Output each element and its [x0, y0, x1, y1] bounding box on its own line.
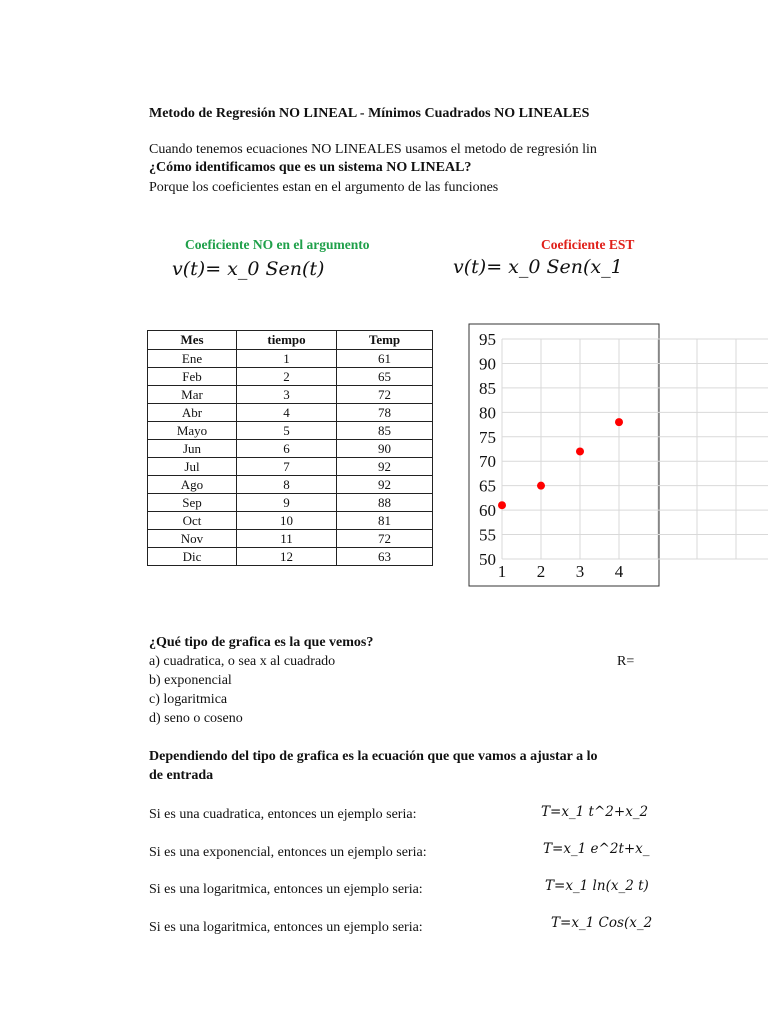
cell-month: Abr: [148, 404, 237, 422]
example-cos-text: Si es una logaritmica, entonces un ejemplo seria:: [149, 920, 423, 935]
y-tick-label: 55: [479, 525, 496, 545]
example-left-formula: v(t)= x_0 Sen(t): [172, 258, 325, 280]
cell-month: Ene: [148, 350, 237, 368]
table-row: [148, 512, 433, 530]
table-row: [148, 530, 433, 548]
table-row: [148, 350, 433, 368]
cell-temp: 92: [337, 476, 433, 494]
x-tick-label: 1: [497, 562, 507, 581]
cell-month: Jul: [148, 458, 237, 476]
cell-time: 8: [237, 476, 337, 494]
cell-temp: 85: [337, 422, 433, 440]
data-point: [498, 501, 506, 509]
scatter-chart: [468, 323, 640, 587]
identify-question: ¿Cómo identificamos que es un sistema NO LINEAL?: [149, 160, 472, 175]
cell-time: 4: [237, 404, 337, 422]
example-exponential-formula: T=x_1 e^2t+x_: [543, 841, 650, 857]
table-row: [148, 440, 433, 458]
cell-month: Dic: [148, 548, 237, 566]
x-tick-label: 4: [614, 562, 624, 581]
cell-temp: 88: [337, 494, 433, 512]
table-row: [148, 548, 433, 566]
y-tick-label: 75: [479, 427, 496, 447]
cell-time: 11: [237, 530, 337, 548]
cell-month: Oct: [148, 512, 237, 530]
depend-text-line2: de entrada: [149, 768, 214, 783]
cell-time: 2: [237, 368, 337, 386]
cell-temp: 72: [337, 530, 433, 548]
y-tick-label: 95: [479, 330, 496, 349]
data-point: [537, 482, 545, 490]
cell-month: Sep: [148, 494, 237, 512]
cell-time: 3: [237, 386, 337, 404]
cell-month: Mayo: [148, 422, 237, 440]
y-tick-label: 90: [479, 354, 496, 374]
cell-temp: 92: [337, 458, 433, 476]
data-point: [615, 418, 623, 426]
table-row: [148, 494, 433, 512]
identify-answer: Porque los coeficientes estan en el argumento de las funciones: [149, 180, 499, 195]
option-d: d) seno o coseno: [149, 711, 243, 726]
cell-temp: 63: [337, 548, 433, 566]
example-log-formula: T=x_1 ln(x_2 t): [545, 878, 649, 894]
table-row: [148, 386, 433, 404]
example-right-formula: v(t)= x_0 Sen(x_1: [453, 256, 623, 278]
document-title: Metodo de Regresión NO LINEAL - Mínimos Cuadrados NO LINEALES: [149, 106, 590, 121]
header-tiempo: tiempo: [237, 331, 337, 350]
table-row: [148, 458, 433, 476]
table-header-row: [148, 331, 433, 350]
graph-question: ¿Qué tipo de grafica es la que vemos?: [149, 635, 374, 650]
x-tick-label: 3: [575, 562, 585, 581]
example-left-heading: Coeficiente NO en el argumento: [185, 237, 370, 252]
cell-temp: 72: [337, 386, 433, 404]
cell-month: Mar: [148, 386, 237, 404]
y-tick-label: 50: [479, 550, 496, 569]
cell-temp: 78: [337, 404, 433, 422]
cell-time: 5: [237, 422, 337, 440]
cell-temp: 90: [337, 440, 433, 458]
example-cos-formula: T=x_1 Cos(x_2: [551, 915, 653, 931]
example-exponential-text: Si es una exponencial, entonces un ejemplo seria:: [149, 845, 427, 860]
example-right-heading: Coeficiente EST: [541, 237, 635, 252]
table-row: [148, 368, 433, 386]
y-tick-label: 60: [479, 501, 496, 521]
example-quadratic-text: Si es una cuadratica, entonces un ejemplo seria:: [149, 807, 417, 822]
r-label: R=: [617, 654, 635, 669]
example-quadratic-formula: T=x_1 t^2+x_2: [541, 804, 649, 820]
header-mes: Mes: [148, 331, 237, 350]
x-tick-label: 2: [536, 562, 546, 581]
option-b: b) exponencial: [149, 673, 232, 688]
cell-time: 7: [237, 458, 337, 476]
y-tick-label: 85: [479, 378, 496, 398]
cell-month: Nov: [148, 530, 237, 548]
cell-time: 12: [237, 548, 337, 566]
y-tick-label: 80: [479, 403, 496, 423]
cell-month: Jun: [148, 440, 237, 458]
cell-temp: 81: [337, 512, 433, 530]
data-point: [576, 447, 584, 455]
cell-time: 9: [237, 494, 337, 512]
cell-time: 10: [237, 512, 337, 530]
cell-month: Ago: [148, 476, 237, 494]
cell-month: Feb: [148, 368, 237, 386]
table-row: [148, 476, 433, 494]
example-log-text: Si es una logaritmica, entonces un ejemplo seria:: [149, 882, 423, 897]
header-temp: Temp: [337, 331, 433, 350]
data-table: [147, 330, 433, 566]
table-row: [148, 422, 433, 440]
table-row: [148, 404, 433, 422]
y-tick-label: 70: [479, 452, 496, 472]
cell-temp: 61: [337, 350, 433, 368]
intro-text: Cuando tenemos ecuaciones NO LINEALES usamos el metodo de regresión lin: [149, 142, 597, 157]
option-a: a) cuadratica, o sea x al cuadrado: [149, 654, 336, 669]
cell-temp: 65: [337, 368, 433, 386]
y-tick-label: 65: [479, 476, 496, 496]
cell-time: 1: [237, 350, 337, 368]
cell-time: 6: [237, 440, 337, 458]
option-c: c) logaritmica: [149, 692, 228, 707]
depend-text-line1: Dependiendo del tipo de grafica es la ecuación que que vamos a ajustar a lo: [149, 749, 598, 764]
